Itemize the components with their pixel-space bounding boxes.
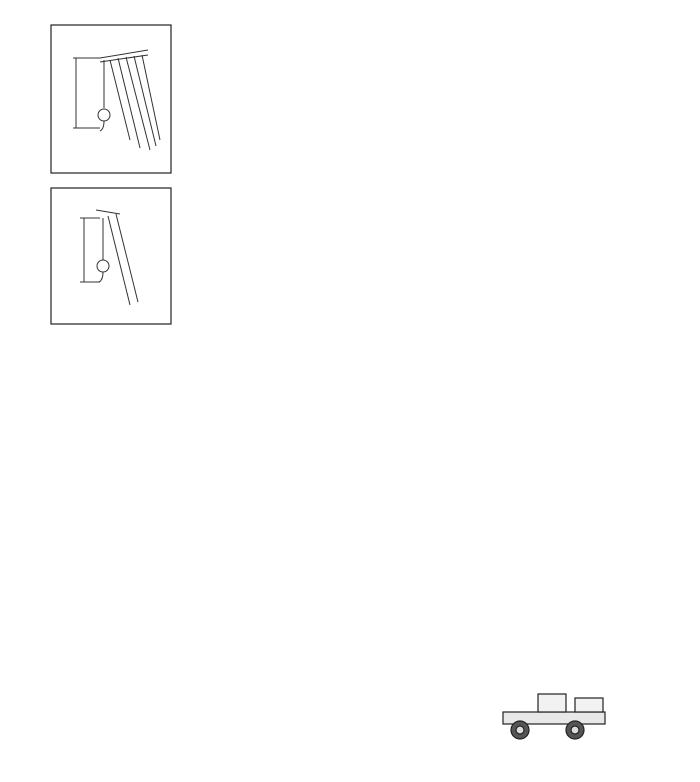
crane-carrier — [503, 694, 605, 739]
inset-bottom — [51, 188, 171, 324]
inset-top — [51, 25, 171, 173]
